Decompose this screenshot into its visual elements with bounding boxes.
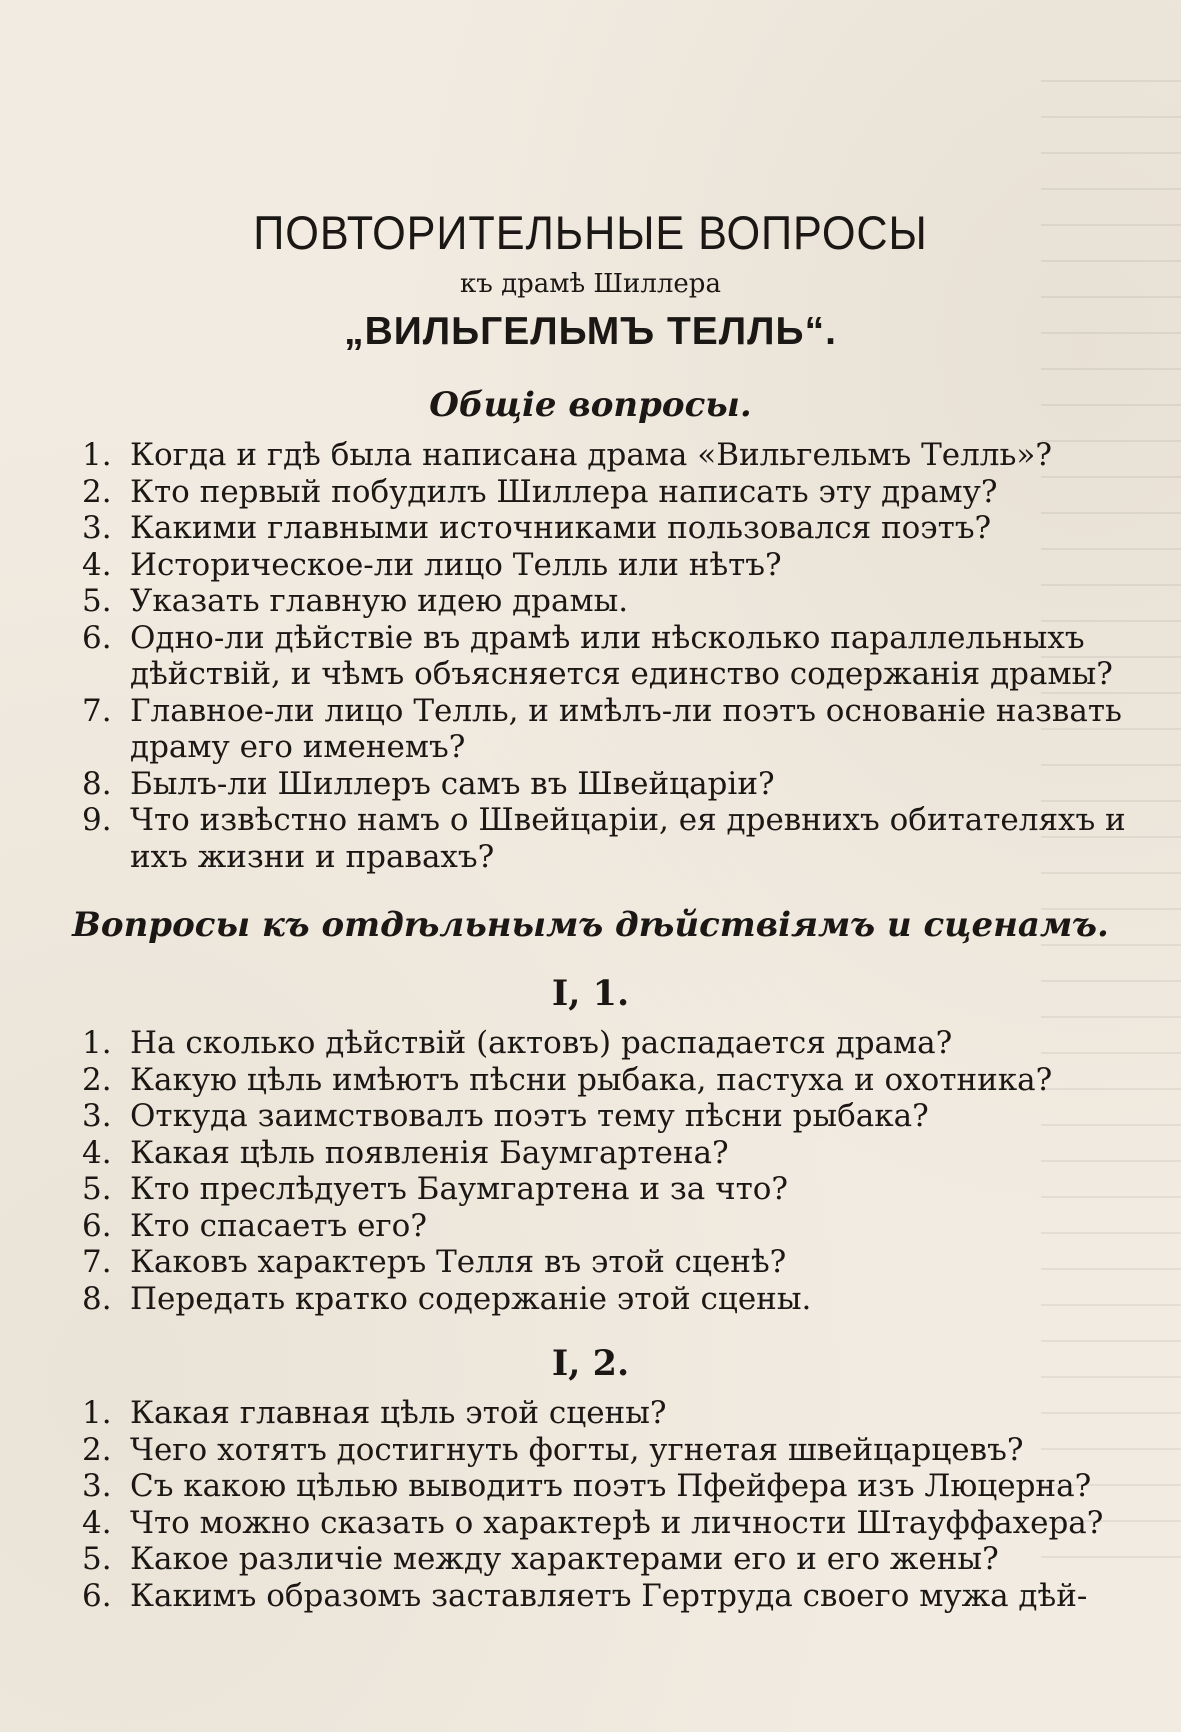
item-number: 5. xyxy=(82,1541,112,1577)
item-text: Какими главными источниками пользовался поэтъ? xyxy=(130,510,992,546)
item-number: 1. xyxy=(82,1025,112,1061)
item-number: 2. xyxy=(82,1061,112,1098)
list-item xyxy=(0,1281,1181,1318)
item-text: Что извѣстно намъ о Швейцаріи, ея древнихъ обитателяхъ и ихъ жизни и правахъ? xyxy=(130,802,1126,875)
item-number: 6. xyxy=(82,1577,112,1614)
general-questions-heading: Общіе вопросы. xyxy=(429,385,752,425)
item-text: Какая главная цѣль этой сцены? xyxy=(130,1395,667,1431)
item-text: Что можно сказать о характерѣ и личности Штауффахера? xyxy=(130,1504,1104,1541)
item-number: 8. xyxy=(82,1280,112,1317)
list-item xyxy=(0,1541,1181,1578)
item-number: 6. xyxy=(82,619,112,656)
list-item xyxy=(0,547,1181,584)
list-item xyxy=(0,510,1181,547)
general-questions-list xyxy=(0,437,1181,875)
list-item xyxy=(0,1062,1181,1099)
item-text: Кто первый побудилъ Шиллера написать эту драму? xyxy=(130,473,998,510)
item-number: 3. xyxy=(82,1468,112,1504)
list-item xyxy=(0,1395,1181,1432)
list-item xyxy=(0,620,1181,693)
item-text: Историческое-ли лицо Телль или нѣтъ? xyxy=(130,546,782,583)
list-item xyxy=(0,1505,1181,1542)
scene-title-1-2: I, 2. xyxy=(551,1343,630,1384)
list-item xyxy=(0,474,1181,511)
list-item xyxy=(0,1098,1181,1135)
list-item xyxy=(0,583,1181,620)
item-number: 9. xyxy=(82,802,112,838)
item-text: Откуда заимствовалъ поэтъ тему пѣсни рыбака? xyxy=(130,1098,929,1134)
list-item xyxy=(0,1468,1181,1505)
item-number: 7. xyxy=(82,692,112,729)
item-number: 4. xyxy=(82,546,112,583)
list-item xyxy=(0,802,1181,875)
list-item xyxy=(0,1578,1181,1615)
item-text: На сколько дѣйствій (актовъ) распадается драма? xyxy=(130,1025,953,1061)
list-item xyxy=(0,1025,1181,1062)
item-text: Чего хотятъ достигнуть фогты, угнетая швейцарцевъ? xyxy=(130,1431,1024,1468)
item-text: Передать кратко содержаніе этой сцены. xyxy=(130,1280,812,1317)
item-number: 3. xyxy=(82,510,112,546)
item-number: 1. xyxy=(82,437,112,473)
list-item xyxy=(0,693,1181,766)
acts-questions-heading: Вопросы къ отдѣльнымъ дѣйствіямъ и сценамъ. xyxy=(72,905,1109,945)
item-number: 6. xyxy=(82,1207,112,1244)
item-text: Какое различіе между характерами его и его жены? xyxy=(130,1541,999,1577)
item-number: 1. xyxy=(82,1395,112,1431)
list-item xyxy=(0,1244,1181,1281)
list-item xyxy=(0,1208,1181,1245)
item-text: Съ какою цѣлью выводитъ поэтъ Пфейфера изъ Люцерна? xyxy=(130,1468,1092,1504)
item-text: Былъ-ли Шиллеръ самъ въ Швейцаріи? xyxy=(130,765,775,802)
list-item xyxy=(0,437,1181,474)
item-text: Указать главную идею драмы. xyxy=(130,583,629,619)
list-item xyxy=(0,1432,1181,1469)
item-number: 5. xyxy=(82,583,112,619)
item-text: Какая цѣль появленія Баумгартена? xyxy=(130,1134,729,1171)
item-number: 8. xyxy=(82,765,112,802)
item-number: 4. xyxy=(82,1504,112,1541)
item-number: 7. xyxy=(82,1244,112,1280)
subtitle: къ драмѣ Шиллера xyxy=(460,269,721,299)
item-text: Кто спасаетъ его? xyxy=(130,1207,427,1244)
list-item xyxy=(0,766,1181,803)
item-text: Главное-ли лицо Телль, и имѣлъ-ли поэтъ основаніе назвать драму его именемъ? xyxy=(130,692,1122,765)
item-number: 3. xyxy=(82,1098,112,1134)
item-text: Одно-ли дѣйствіе въ драмѣ или нѣсколько параллельныхъ дѣйствій, и чѣмъ объясняется единство содержанія драмы? xyxy=(130,619,1113,692)
item-number: 2. xyxy=(82,1431,112,1468)
item-text: Каковъ характеръ Телля въ этой сценѣ? xyxy=(130,1244,787,1280)
item-number: 2. xyxy=(82,473,112,510)
item-text: Какимъ образомъ заставляетъ Гертруда своего мужа дѣй- xyxy=(130,1577,1088,1614)
scene-1-1-list xyxy=(0,1025,1181,1317)
item-number: 5. xyxy=(82,1171,112,1207)
list-item xyxy=(0,1135,1181,1172)
item-number: 4. xyxy=(82,1134,112,1171)
scene-1-2-list xyxy=(0,1395,1181,1614)
scene-title-1-1: I, 1. xyxy=(551,973,630,1014)
play-title: „ВИЛЬГЕЛЬМЪ ТЕЛЛЬ“. xyxy=(344,310,837,353)
page-title: ПОВТОРИТЕЛЬНЫЕ ВОПРОСЫ xyxy=(253,206,928,259)
item-text: Какую цѣль имѣютъ пѣсни рыбака, пастуха и охотника? xyxy=(130,1061,1053,1098)
list-item xyxy=(0,1171,1181,1208)
item-text: Кто преслѣдуетъ Баумгартена и за что? xyxy=(130,1171,789,1207)
item-text: Когда и гдѣ была написана драма «Вильгельмъ Телль»? xyxy=(130,437,1052,473)
